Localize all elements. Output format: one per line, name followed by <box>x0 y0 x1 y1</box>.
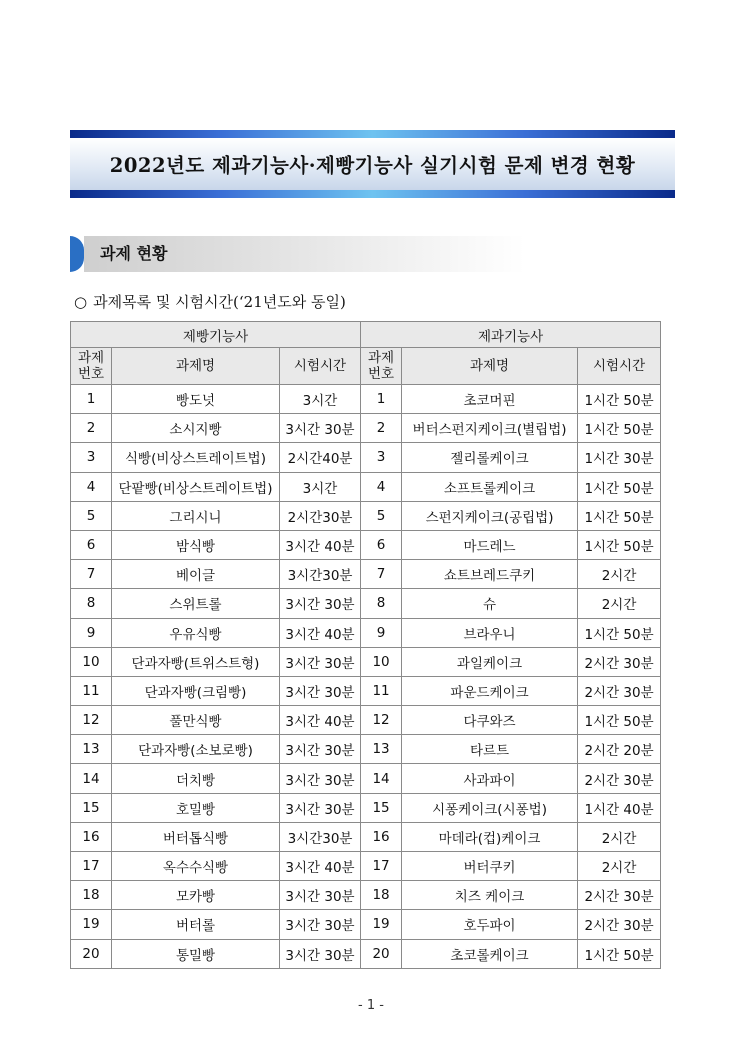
banner-bottom-bar <box>70 190 675 198</box>
confectionery-task-number: 4 <box>361 472 402 501</box>
bread-task-number: 5 <box>71 501 112 530</box>
bread-exam-time: 3시간 30분 <box>280 414 361 443</box>
bread-task-name: 단과자빵(소보로빵) <box>112 735 280 764</box>
confectionery-task-number: 7 <box>361 560 402 589</box>
bread-task-number: 7 <box>71 560 112 589</box>
confectionery-task-name: 브라우니 <box>402 618 578 647</box>
confectionery-exam-time: 2시간 30분 <box>578 676 661 705</box>
confectionery-task-name: 초코머핀 <box>402 385 578 414</box>
bread-task-number: 1 <box>71 385 112 414</box>
bread-task-number: 6 <box>71 530 112 559</box>
confectionery-task-name: 호두파이 <box>402 910 578 939</box>
confectionery-exam-time: 1시간 50분 <box>578 706 661 735</box>
confectionery-exam-time: 2시간 <box>578 560 661 589</box>
bread-exam-time: 3시간 30분 <box>280 881 361 910</box>
confectionery-exam-time: 2시간 <box>578 589 661 618</box>
confectionery-task-name: 타르트 <box>402 735 578 764</box>
table-row <box>71 852 661 881</box>
confectionery-exam-time: 1시간 50분 <box>578 472 661 501</box>
bread-exam-time: 3시간 30분 <box>280 764 361 793</box>
table-row <box>71 676 661 705</box>
bread-task-name: 식빵(비상스트레이트법) <box>112 443 280 472</box>
bread-task-name: 밤식빵 <box>112 530 280 559</box>
table-row <box>71 706 661 735</box>
confectionery-task-number: 17 <box>361 852 402 881</box>
bread-task-name: 옥수수식빵 <box>112 852 280 881</box>
table-row <box>71 443 661 472</box>
confectionery-task-number: 12 <box>361 706 402 735</box>
bread-task-name: 통밀빵 <box>112 939 280 968</box>
bread-task-number: 2 <box>71 414 112 443</box>
column-header-name: 과제명 <box>112 348 280 385</box>
table-row <box>71 472 661 501</box>
bread-task-name: 버터롤 <box>112 910 280 939</box>
section-marker <box>70 236 84 272</box>
table-row <box>71 647 661 676</box>
bread-task-name: 더치빵 <box>112 764 280 793</box>
confectionery-exam-time: 2시간 30분 <box>578 647 661 676</box>
confectionery-task-name: 과일케이크 <box>402 647 578 676</box>
bread-task-number: 15 <box>71 793 112 822</box>
confectionery-task-name: 젤리롤케이크 <box>402 443 578 472</box>
confectionery-task-name: 슈 <box>402 589 578 618</box>
bread-task-name: 모카빵 <box>112 881 280 910</box>
bread-exam-time: 3시간 40분 <box>280 618 361 647</box>
bread-exam-time: 3시간 30분 <box>280 735 361 764</box>
bread-task-number: 16 <box>71 822 112 851</box>
bread-task-number: 12 <box>71 706 112 735</box>
group-header-row <box>71 322 661 348</box>
bread-exam-time: 3시간 <box>280 385 361 414</box>
confectionery-exam-time: 2시간 20분 <box>578 735 661 764</box>
confectionery-task-name: 사과파이 <box>402 764 578 793</box>
group-header-bread: 제빵기능사 <box>71 322 361 348</box>
bread-task-name: 풀만식빵 <box>112 706 280 735</box>
column-header-row <box>71 348 661 385</box>
confectionery-task-number: 10 <box>361 647 402 676</box>
confectionery-task-name: 다쿠와즈 <box>402 706 578 735</box>
confectionery-task-number: 15 <box>361 793 402 822</box>
table-row <box>71 560 661 589</box>
table-row <box>71 881 661 910</box>
table-row <box>71 530 661 559</box>
bread-task-number: 18 <box>71 881 112 910</box>
table-row <box>71 793 661 822</box>
bread-task-number: 3 <box>71 443 112 472</box>
bread-task-name: 우유식빵 <box>112 618 280 647</box>
bread-task-name: 소시지빵 <box>112 414 280 443</box>
bread-task-name: 그리시니 <box>112 501 280 530</box>
confectionery-task-name: 쇼트브레드쿠키 <box>402 560 578 589</box>
confectionery-task-name: 치즈 케이크 <box>402 881 578 910</box>
confectionery-task-number: 11 <box>361 676 402 705</box>
bread-task-number: 17 <box>71 852 112 881</box>
bread-exam-time: 3시간 30분 <box>280 647 361 676</box>
section-header <box>70 236 525 272</box>
confectionery-exam-time: 2시간 30분 <box>578 910 661 939</box>
table-row <box>71 414 661 443</box>
table-row <box>71 735 661 764</box>
bread-exam-time: 2시간40분 <box>280 443 361 472</box>
bread-exam-time: 3시간30분 <box>280 560 361 589</box>
bread-task-number: 14 <box>71 764 112 793</box>
bread-task-number: 9 <box>71 618 112 647</box>
column-header-no: 과제 번호 <box>71 348 112 385</box>
circle-bullet-icon: ○ <box>74 293 88 311</box>
confectionery-task-name: 시퐁케이크(시퐁법) <box>402 793 578 822</box>
bread-task-name: 빵도넛 <box>112 385 280 414</box>
bread-task-number: 4 <box>71 472 112 501</box>
table-row <box>71 385 661 414</box>
page-number: - 1 - <box>358 998 384 1013</box>
confectionery-task-name: 버터쿠키 <box>402 852 578 881</box>
bread-exam-time: 3시간 40분 <box>280 852 361 881</box>
confectionery-task-number: 8 <box>361 589 402 618</box>
section-title: 과제 현황 <box>100 244 168 263</box>
confectionery-task-number: 20 <box>361 939 402 968</box>
confectionery-task-name: 스펀지케이크(공립법) <box>402 501 578 530</box>
subheading-text: 과제목록 및 시험시간(‘21년도와 동일) <box>93 293 346 311</box>
document-title: 2022년도 제과기능사·제빵기능사 실기시험 문제 변경 현황 <box>109 154 636 177</box>
confectionery-task-number: 3 <box>361 443 402 472</box>
confectionery-task-name: 버터스펀지케이크(별립법) <box>402 414 578 443</box>
confectionery-exam-time: 1시간 50분 <box>578 385 661 414</box>
bread-exam-time: 3시간 40분 <box>280 530 361 559</box>
confectionery-exam-time: 1시간 50분 <box>578 530 661 559</box>
column-header-time: 시험시간 <box>280 348 361 385</box>
bread-task-number: 10 <box>71 647 112 676</box>
column-header-time: 시험시간 <box>578 348 661 385</box>
bread-task-number: 11 <box>71 676 112 705</box>
task-table-body <box>71 385 661 969</box>
bread-exam-time: 3시간 30분 <box>280 589 361 618</box>
confectionery-exam-time: 2시간 30분 <box>578 881 661 910</box>
confectionery-exam-time: 1시간 50분 <box>578 414 661 443</box>
confectionery-task-number: 6 <box>361 530 402 559</box>
bread-exam-time: 3시간30분 <box>280 822 361 851</box>
bread-task-name: 베이글 <box>112 560 280 589</box>
confectionery-task-number: 18 <box>361 881 402 910</box>
bread-task-number: 20 <box>71 939 112 968</box>
confectionery-task-name: 소프트롤케이크 <box>402 472 578 501</box>
bread-task-number: 8 <box>71 589 112 618</box>
column-header-name: 과제명 <box>402 348 578 385</box>
confectionery-exam-time: 1시간 30분 <box>578 443 661 472</box>
bread-task-number: 19 <box>71 910 112 939</box>
confectionery-exam-time: 2시간 30분 <box>578 764 661 793</box>
bread-exam-time: 3시간 30분 <box>280 910 361 939</box>
bread-task-number: 13 <box>71 735 112 764</box>
bread-exam-time: 3시간 40분 <box>280 706 361 735</box>
confectionery-exam-time: 2시간 <box>578 822 661 851</box>
bread-task-name: 단과자빵(트위스트형) <box>112 647 280 676</box>
confectionery-exam-time: 1시간 40분 <box>578 793 661 822</box>
bread-exam-time: 3시간 <box>280 472 361 501</box>
title-banner <box>70 130 675 198</box>
confectionery-task-number: 5 <box>361 501 402 530</box>
table-row <box>71 910 661 939</box>
table-row <box>71 822 661 851</box>
bread-exam-time: 3시간 30분 <box>280 676 361 705</box>
confectionery-task-name: 마드레느 <box>402 530 578 559</box>
confectionery-task-name: 마데라(컵)케이크 <box>402 822 578 851</box>
bread-exam-time: 3시간 30분 <box>280 793 361 822</box>
confectionery-task-number: 16 <box>361 822 402 851</box>
table-row <box>71 764 661 793</box>
confectionery-task-name: 파운드케이크 <box>402 676 578 705</box>
confectionery-exam-time: 1시간 50분 <box>578 618 661 647</box>
bread-exam-time: 2시간30분 <box>280 501 361 530</box>
confectionery-task-number: 2 <box>361 414 402 443</box>
confectionery-task-number: 9 <box>361 618 402 647</box>
column-header-no: 과제 번호 <box>361 348 402 385</box>
table-row <box>71 618 661 647</box>
table-row <box>71 939 661 968</box>
table-row <box>71 589 661 618</box>
bread-task-name: 버터톱식빵 <box>112 822 280 851</box>
confectionery-task-number: 14 <box>361 764 402 793</box>
confectionery-exam-time: 2시간 <box>578 852 661 881</box>
confectionery-task-name: 초코롤케이크 <box>402 939 578 968</box>
task-table <box>70 321 661 969</box>
banner-top-bar <box>70 130 675 138</box>
bread-exam-time: 3시간 30분 <box>280 939 361 968</box>
bread-task-name: 단과자빵(크림빵) <box>112 676 280 705</box>
table-row <box>71 501 661 530</box>
group-header-confectionery: 제과기능사 <box>361 322 661 348</box>
bread-task-name: 스위트롤 <box>112 589 280 618</box>
confectionery-task-number: 1 <box>361 385 402 414</box>
subheading <box>74 291 346 312</box>
confectionery-task-number: 13 <box>361 735 402 764</box>
bread-task-name: 단팥빵(비상스트레이트법) <box>112 472 280 501</box>
confectionery-exam-time: 1시간 50분 <box>578 501 661 530</box>
bread-task-name: 호밀빵 <box>112 793 280 822</box>
confectionery-task-number: 19 <box>361 910 402 939</box>
confectionery-exam-time: 1시간 50분 <box>578 939 661 968</box>
